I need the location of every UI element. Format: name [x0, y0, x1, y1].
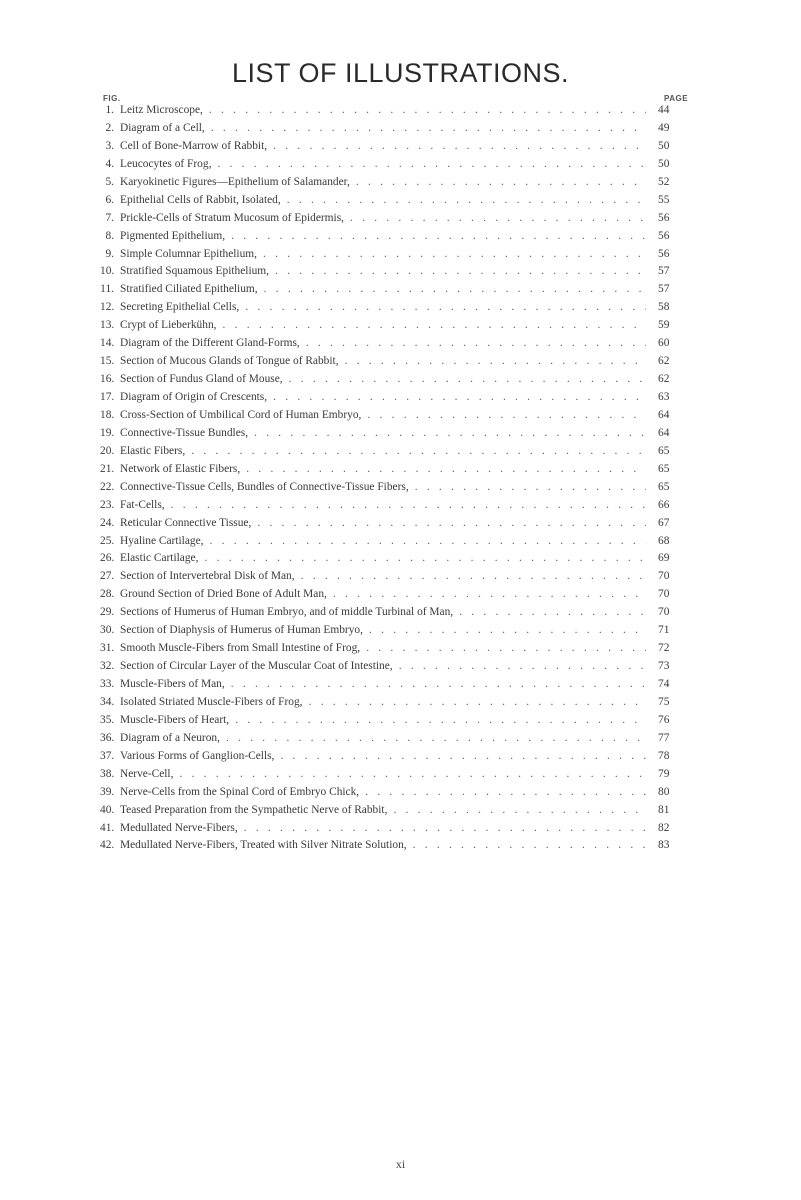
page-ref: 72: [658, 642, 670, 655]
list-item: [100, 837, 680, 855]
list-item: [100, 192, 680, 210]
figure-title: Fat-Cells, . . .: [120, 497, 646, 515]
page-ref: 62: [658, 373, 670, 386]
page-ref: 49: [658, 121, 670, 134]
list-item: [100, 425, 680, 443]
page-ref: 60: [658, 337, 670, 350]
figure-number: 15.: [100, 355, 115, 368]
figure-title: Karyokinetic Figures—Epithelium of Salamander, . . .: [120, 174, 646, 192]
page-ref: 50: [658, 139, 670, 152]
figure-number: 9.: [105, 247, 114, 260]
page-ref: 57: [658, 265, 670, 278]
list-item: [100, 712, 680, 730]
page-column-header: PAGE: [664, 94, 689, 103]
figure-title: Section of Intervertebral Disk of Man, . . .: [120, 568, 646, 586]
list-item: [100, 802, 680, 820]
page-ref: 55: [658, 193, 670, 206]
list-item: [100, 766, 680, 784]
figure-number: 21.: [100, 462, 115, 475]
figure-title: Stratified Ciliated Epithelium, . . .: [120, 281, 646, 299]
figure-number: 42.: [100, 839, 115, 852]
list-item: [100, 748, 680, 766]
list-item: [100, 263, 680, 281]
list-item: [100, 335, 680, 353]
page-ref: 67: [658, 516, 670, 529]
figure-title: Secreting Epithelial Cells, . . .: [120, 299, 646, 317]
page-ref: 52: [658, 175, 670, 188]
figure-title: Connective-Tissue Cells, Bundles of Connective-Tissue Fibers, . . .: [120, 479, 646, 497]
figure-number: 4.: [105, 157, 114, 170]
page-ref: 74: [658, 678, 670, 690]
page-ref: 66: [658, 498, 670, 511]
figure-title: Muscle-Fibers of Man, . . .: [120, 676, 646, 694]
figure-title: Nerve-Cell, . . .: [120, 766, 646, 784]
page-ref: 70: [658, 588, 670, 601]
figure-title: Cross-Section of Umbilical Cord of Human Embryo, . . .: [120, 407, 646, 425]
list-item: [100, 138, 680, 156]
page-ref: 83: [658, 839, 670, 852]
list-item: [100, 730, 680, 748]
figure-number: 27.: [100, 570, 115, 583]
page-ref: 79: [658, 767, 670, 780]
figure-title: Reticular Connective Tissue, . . .: [120, 515, 646, 533]
list-item: [100, 497, 680, 515]
page-number: xi: [395, 1157, 406, 1171]
list-item: [100, 622, 680, 640]
list-item: [100, 604, 680, 622]
figure-title: Elastic Cartilage, . . .: [120, 550, 646, 568]
figure-number: 25.: [100, 534, 115, 547]
list-item: [100, 568, 680, 586]
figure-title: Nerve-Cells from the Spinal Cord of Embryo Chick, . . .: [120, 784, 646, 802]
list-item: [100, 246, 680, 264]
figure-number: 37.: [100, 749, 115, 762]
page-ref: 81: [658, 803, 670, 816]
page-ref: 56: [658, 229, 670, 242]
list-item: [100, 389, 680, 407]
figure-title: Diagram of the Different Gland-Forms, . . .: [120, 335, 646, 353]
list-item: [100, 586, 680, 604]
figure-number: 41.: [100, 821, 115, 834]
figure-title: Elastic Fibers, . . .: [120, 443, 646, 461]
figure-title: Section of Circular Layer of the Muscular Coat of Intestine, . . .: [120, 658, 646, 676]
figure-number: 19.: [100, 426, 115, 439]
figure-title: Sections of Humerus of Human Embryo, and of middle Turbinal of Man, . . .: [120, 604, 646, 622]
page-ref: 63: [658, 391, 670, 403]
figure-number: 34.: [100, 695, 115, 708]
page-ref: 44: [658, 104, 670, 116]
page-ref: 77: [658, 731, 670, 744]
page-ref: 73: [658, 660, 670, 673]
page-ref: 71: [658, 624, 670, 637]
page-ref: 76: [658, 713, 670, 726]
list-item: [100, 443, 680, 461]
figure-title: Section of Fundus Gland of Mouse, . . .: [120, 371, 646, 389]
figure-number: 18.: [100, 408, 115, 421]
figure-number: 32.: [100, 660, 115, 673]
figure-title: Leucocytes of Frog, . . .: [120, 156, 646, 174]
list-item: [100, 353, 680, 371]
figure-number: 26.: [100, 552, 115, 565]
figure-title: Diagram of Origin of Crescents, . . .: [120, 389, 646, 407]
page-ref: 58: [658, 301, 670, 314]
figure-title: Section of Diaphysis of Humerus of Human Embryo, . . .: [120, 622, 646, 640]
figure-number: 28.: [100, 588, 115, 601]
list-item: [100, 550, 680, 568]
list-item: [100, 156, 680, 174]
figure-title: Connective-Tissue Bundles, . . .: [120, 425, 646, 443]
figure-number: 33.: [100, 678, 115, 690]
figure-number: 11.: [100, 283, 114, 296]
page-ref: 82: [658, 821, 670, 834]
list-item: [100, 479, 680, 497]
list-item: [100, 658, 680, 676]
figure-number: 10.: [100, 265, 115, 278]
figure-title: Smooth Muscle-Fibers from Small Intestine of Frog, . . .: [120, 640, 646, 658]
figure-title: Section of Mucous Glands of Tongue of Rabbit, . . .: [120, 353, 646, 371]
figure-number: 7.: [105, 211, 114, 224]
page-ref: 65: [658, 444, 670, 457]
figure-title: Stratified Squamous Epithelium, . . .: [120, 263, 646, 281]
list-item: [100, 820, 680, 838]
list-item: [100, 174, 680, 192]
page-ref: 65: [658, 462, 670, 475]
figure-number: 39.: [100, 785, 115, 798]
list-item: [100, 676, 680, 694]
figure-number: 24.: [100, 516, 115, 529]
page-ref: 80: [658, 785, 670, 798]
page-ref: 56: [658, 247, 670, 260]
figure-number: 35.: [100, 713, 115, 726]
page-ref: 50: [658, 157, 670, 170]
figure-number: 14.: [100, 337, 115, 350]
page-ref: 75: [658, 695, 670, 708]
figure-title: Teased Preparation from the Sympathetic Nerve of Rabbit, . . .: [120, 802, 646, 820]
figure-number: 2.: [105, 121, 114, 134]
figure-title: Medullated Nerve-Fibers, Treated with Silver Nitrate Solution, . . .: [120, 837, 646, 855]
figure-title: Network of Elastic Fibers, . . .: [120, 461, 646, 479]
figure-number: 16.: [100, 373, 115, 386]
figure-title: Prickle-Cells of Stratum Mucosum of Epidermis, . . .: [120, 210, 646, 228]
figure-title: Crypt of Lieberkühn, . . .: [120, 317, 646, 335]
figure-title: Leitz Microscope, . . .: [120, 102, 646, 120]
list-item: [100, 299, 680, 317]
figure-number: 40.: [100, 803, 115, 816]
figure-number: 6.: [105, 193, 114, 206]
list-item: [100, 228, 680, 246]
illustrations-list: [100, 102, 680, 855]
figure-title: Diagram of a Cell, . . .: [120, 120, 646, 138]
figure-number: 1.: [105, 104, 114, 116]
page-ref: 70: [658, 570, 670, 583]
list-item: [100, 371, 680, 389]
figure-title: Hyaline Cartilage, . . .: [120, 533, 646, 551]
page-ref: 78: [658, 749, 670, 762]
figure-title: Epithelial Cells of Rabbit, Isolated, . . .: [120, 192, 646, 210]
list-item: [100, 533, 680, 551]
figure-title: Muscle-Fibers of Heart, . . .: [120, 712, 646, 730]
page-ref: 65: [658, 480, 670, 493]
list-item: [100, 120, 680, 138]
figure-number: 12.: [100, 301, 115, 314]
figure-title: Medullated Nerve-Fibers, . . .: [120, 820, 646, 838]
figure-number: 8.: [105, 229, 114, 242]
page-ref: 64: [658, 426, 670, 439]
figure-number: 30.: [100, 624, 115, 637]
list-item: [100, 784, 680, 802]
list-item: [100, 407, 680, 425]
page-ref: 69: [658, 552, 670, 565]
figure-number: 29.: [100, 606, 115, 619]
figure-title: Isolated Striated Muscle-Fibers of Frog, . . .: [120, 694, 646, 712]
figure-number: 17.: [100, 391, 115, 403]
list-item: [100, 640, 680, 658]
list-item: [100, 102, 680, 120]
figure-number: 13.: [100, 319, 115, 332]
figure-number: 38.: [100, 767, 115, 780]
page-ref: 70: [658, 606, 670, 619]
figure-title: Various Forms of Ganglion-Cells, . . .: [120, 748, 646, 766]
figure-number: 36.: [100, 731, 115, 744]
figure-title: Simple Columnar Epithelium, . . .: [120, 246, 646, 264]
figure-number: 5.: [105, 175, 114, 188]
figure-title: Pigmented Epithelium, . . .: [120, 228, 646, 246]
fig-column-header: FIG.: [103, 94, 121, 103]
figure-number: 20.: [100, 444, 115, 457]
page-ref: 64: [658, 408, 670, 421]
list-item: [100, 210, 680, 228]
page-ref: 59: [658, 319, 670, 332]
figure-number: 3.: [105, 139, 114, 152]
figure-title: Diagram of a Neuron, . . .: [120, 730, 646, 748]
list-item: [100, 281, 680, 299]
figure-number: 31.: [100, 642, 115, 655]
page-ref: 62: [658, 355, 670, 368]
list-item: [100, 515, 680, 533]
page-ref: 57: [658, 283, 670, 296]
figure-number: 23.: [100, 498, 115, 511]
list-item: [100, 461, 680, 479]
list-item: [100, 317, 680, 335]
figure-title: Cell of Bone-Marrow of Rabbit, . . .: [120, 138, 646, 156]
list-item: [100, 694, 680, 712]
figure-number: 22.: [100, 480, 115, 493]
page-ref: 68: [658, 534, 670, 547]
page-ref: 56: [658, 211, 670, 224]
page-title: LIST OF ILLUSTRATIONS.: [231, 58, 570, 88]
figure-title: Ground Section of Dried Bone of Adult Man, . . .: [120, 586, 646, 604]
